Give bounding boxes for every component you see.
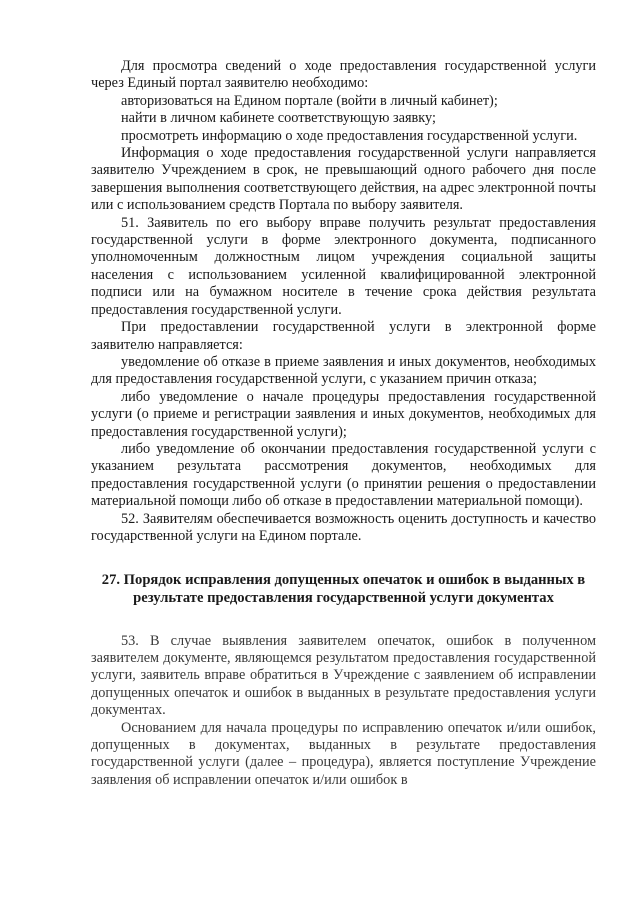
- paragraph-51: 51. Заявитель по его выбору вправе получить результат предоставления государственной услуги в форме электронного документа, подписанного уполномоченным должностным лицом учреждения социальной защиты населения с использованием усиленной квалифицированной электронной подписи или на бумажном носителе в течение срока действия результата предоставления государственной услуги.: [91, 214, 596, 318]
- paragraph-step-authorize: авторизоваться на Едином портале (войти в личный кабинет);: [121, 92, 498, 109]
- paragraph-52: 52. Заявителям обеспечивается возможность оценить доступность и качество государственной услуги на Едином портале.: [91, 510, 596, 544]
- paragraph-start-notice: либо уведомление о начале процедуры предоставления государственной услуги (о приеме и регистрации заявления и иных документов, необходимых для предоставления государственной услуги);: [91, 388, 596, 440]
- paragraph-portal-intro: Для просмотра сведений о ходе предоставления государственной услуги через Единый портал заявителю необходимо:: [91, 58, 596, 92]
- paragraph-end-notice: либо уведомление об окончании предоставления государственной услуги с указанием результата рассмотрения документов, необходимых для предоставления государственной услуги (о принятии решения о предоставлении материальной помощи либо об отказе в предоставлении материальной помощи).: [91, 440, 596, 510]
- paragraph-53: 53. В случае выявления заявителем опечаток, ошибок в полученном заявителем документе, являющемся результатом предоставления государственной услуги, заявитель вправе обратиться в Учреждение с заявлением об исправлении допущенных опечаток и ошибок в выданных в результате предоставления услуги документах.: [91, 632, 596, 719]
- paragraph-electronic-form: При предоставлении государственной услуги в электронной форме заявителю направляется:: [91, 319, 596, 353]
- paragraph-step-find: найти в личном кабинете соответствующую заявку;: [121, 110, 436, 127]
- paragraph-refusal-notice: уведомление об отказе в приеме заявления и иных документов, необходимых для предоставления государственной услуги, с указанием причин отказа;: [91, 353, 596, 388]
- paragraph-procedure-basis: Основанием для начала процедуры по исправлению опечаток и/или ошибок, допущенных в документах, выданных в результате предоставления государственной услуги (далее – процедура), является поступление Учреждение заявления об исправлении опечаток и/или ошибок в: [91, 719, 596, 788]
- paragraph-info-notice: Информация о ходе предоставления государственной услуги направляется заявителю Учреждением в срок, не превышающий одного рабочего дня после завершения выполнения соответствующего действия, на адрес электронной почты или с использованием средств Портала по выбору заявителя.: [91, 145, 596, 214]
- paragraph-step-view: просмотреть информацию о ходе предоставления государственной услуги.: [121, 127, 578, 144]
- section-heading-27: 27. Порядок исправления допущенных опечаток и ошибок в выданных в результате предоставления государственной услуги документах: [101, 572, 586, 606]
